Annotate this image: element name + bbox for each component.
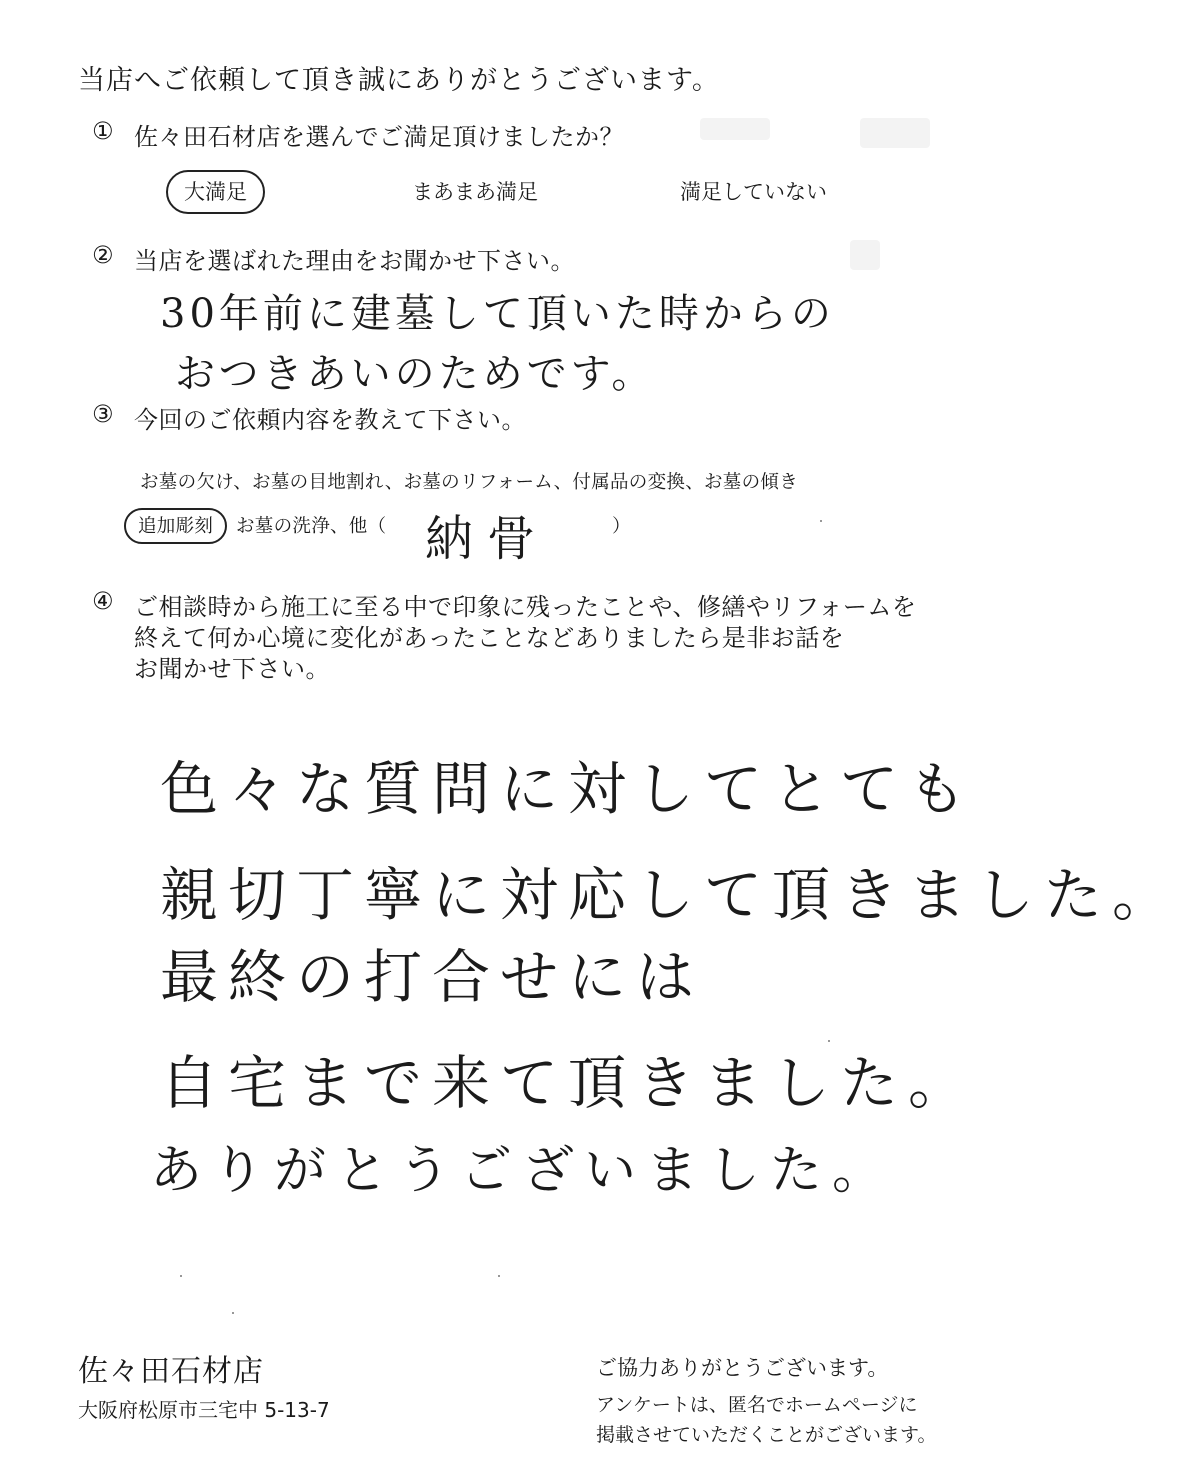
q2-answer-line: おつきあいのためです。 xyxy=(175,351,656,397)
thanks-line: ご協力ありがとうございます。 xyxy=(596,1356,889,1380)
show-through-mark xyxy=(700,118,770,140)
q2-number: ② xyxy=(92,241,114,269)
q1-option: まあまあ満足 xyxy=(412,180,538,204)
notice-line: アンケートは、匿名でホームページに xyxy=(596,1394,918,1416)
q3-number: ③ xyxy=(92,400,114,428)
shop-name: 佐々田石材店 xyxy=(78,1354,264,1389)
scan-speck xyxy=(232,1312,234,1314)
shop-address: 大阪府松原市三宅中 5-13-7 xyxy=(78,1398,330,1422)
q3-option-selected: 追加彫刻 xyxy=(124,508,227,544)
scan-speck xyxy=(180,1275,182,1277)
q4-text-line: お聞かせ下さい。 xyxy=(134,655,330,683)
q4-text-line: 終えて何か心境に変化があったことなどありましたら是非お話を xyxy=(134,624,845,652)
q4-answer-line: 色々な質問に対してとても xyxy=(160,755,977,823)
q4-answer-line: 親切丁寧に対応して頂きました。 xyxy=(160,861,1180,929)
q3-other-answer: 納骨 xyxy=(425,511,550,567)
q1-option-selected: 大満足 xyxy=(166,170,265,214)
scan-speck xyxy=(820,520,822,522)
q2-text: 当店を選ばれた理由をお聞かせ下さい。 xyxy=(134,247,575,275)
q3-text: 今回のご依頼内容を教えて下さい。 xyxy=(134,406,526,434)
q4-text-line: ご相談時から施工に至る中で印象に残ったことや、修繕やリフォームを xyxy=(134,593,917,621)
q1-number: ① xyxy=(92,117,114,145)
q3-close-paren: ） xyxy=(612,516,631,537)
q4-number: ④ xyxy=(92,587,114,615)
q4-answer-line: 自宅まで来て頂きました。 xyxy=(160,1049,977,1117)
q3-options-rest: お墓の洗浄、他（ xyxy=(236,516,387,537)
show-through-mark xyxy=(850,240,880,270)
q3-options-line: お墓の欠け、お墓の目地割れ、お墓のリフォーム、付属品の変換、お墓の傾き xyxy=(140,472,799,493)
show-through-mark xyxy=(860,118,930,148)
scan-speck xyxy=(828,1040,830,1042)
q1-option: 満足していない xyxy=(680,180,827,204)
q4-answer-line: 最終の打合せには xyxy=(160,943,705,1011)
q1-text: 佐々田石材店を選んでご満足頂けましたか？ xyxy=(134,123,624,151)
intro-text: 当店へご依頼して頂き誠にありがとうございます。 xyxy=(78,65,720,96)
q2-answer-line: 30年前に建墓して頂いた時からの xyxy=(160,291,835,337)
q4-answer-line: ありがとうございました。 xyxy=(150,1141,895,1201)
scan-speck xyxy=(498,1275,500,1277)
notice-line: 掲載させていただくことがございます。 xyxy=(596,1424,937,1446)
